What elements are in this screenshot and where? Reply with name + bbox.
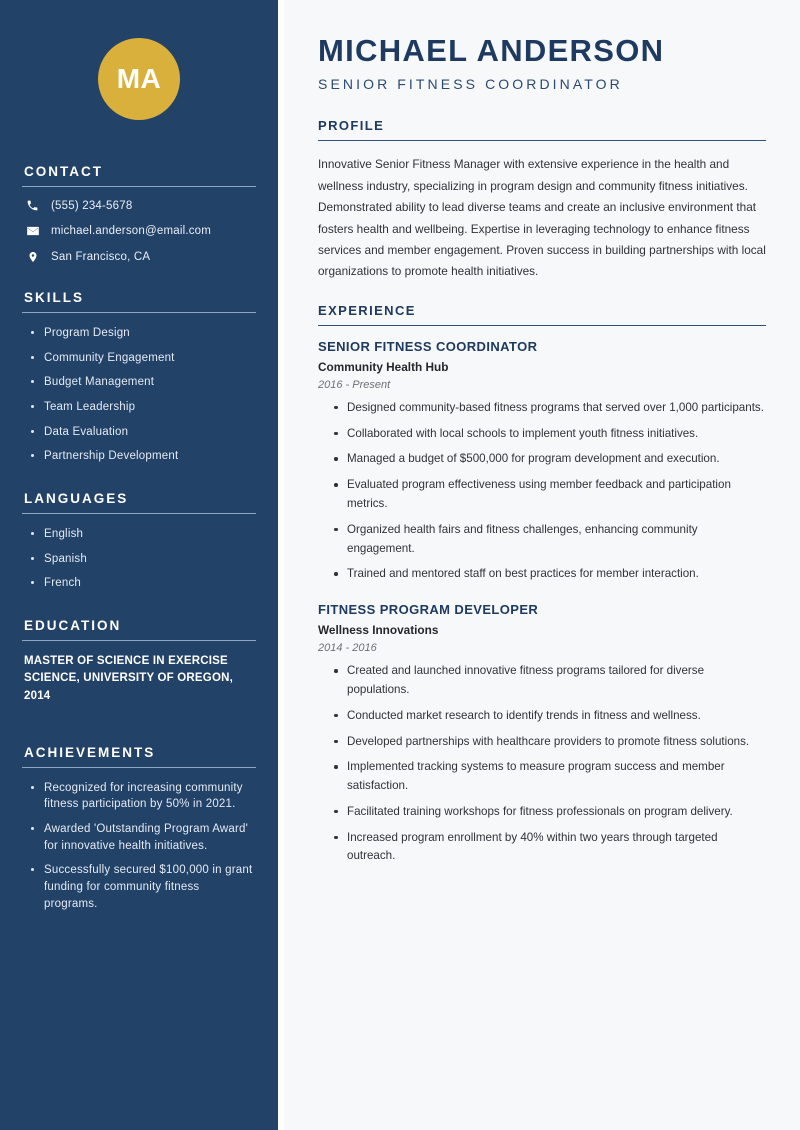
- experience-entry: [318, 339, 766, 584]
- achievements-heading: ACHIEVEMENTS: [24, 744, 156, 760]
- sidebar: [0, 0, 278, 1130]
- contact-phone-value: (555) 234-5678: [51, 199, 133, 212]
- contact-email-value: michael.anderson@email.com: [51, 225, 212, 237]
- education-entry: MASTER OF SCIENCE IN EXERCISE SCIENCE, UNIVERSITY OF OREGON, 2014: [24, 655, 233, 702]
- achievements-list: [22, 780, 256, 913]
- languages-list: [22, 526, 256, 592]
- avatar: MA: [98, 38, 180, 120]
- list-item: Designed community-based fitness programs that served over 1,000 participants.: [332, 399, 766, 418]
- list-item: Evaluated program effectiveness using member feedback and participation metrics.: [332, 476, 766, 514]
- achievements-divider: [22, 767, 256, 768]
- list-item: Facilitated training workshops for fitness professionals on program delivery.: [332, 803, 766, 822]
- list-item: French: [30, 575, 256, 592]
- education-heading: EDUCATION: [24, 618, 122, 634]
- list-item: Team Leadership: [30, 399, 256, 416]
- education-section: [22, 618, 256, 719]
- phone-icon: [24, 199, 41, 212]
- experience-role: SENIOR FITNESS COORDINATOR: [318, 338, 538, 354]
- experience-company: Community Health Hub: [318, 359, 449, 374]
- list-item: Developed partnerships with healthcare providers to promote fitness solutions.: [332, 733, 766, 752]
- list-item: Partnership Development: [30, 448, 256, 465]
- main-content: [284, 0, 800, 1130]
- list-item: Data Evaluation: [30, 424, 256, 441]
- contact-heading: CONTACT: [24, 164, 103, 179]
- contact-item-phone[interactable]: [22, 199, 256, 212]
- avatar-container: [22, 0, 256, 164]
- experience-company: Wellness Innovations: [318, 623, 439, 638]
- list-item: Successfully secured $100,000 in grant funding for community fitness programs.: [30, 862, 256, 912]
- list-item: Program Design: [30, 325, 256, 342]
- experience-bullet-list: [318, 662, 766, 866]
- languages-section: [22, 491, 256, 592]
- experience-section: [318, 303, 766, 866]
- list-item: Community Engagement: [30, 350, 256, 367]
- education-divider: [22, 640, 256, 641]
- experience-dates: 2014 - 2016: [318, 642, 377, 655]
- profile-section: [318, 118, 766, 283]
- experience-entry: [318, 602, 766, 866]
- list-item: Managed a budget of $500,000 for program development and execution.: [332, 450, 766, 469]
- contact-divider: [22, 186, 256, 187]
- profile-divider: [318, 140, 766, 141]
- contact-item-location[interactable]: [22, 250, 256, 264]
- list-item: Recognized for increasing community fitness participation by 50% in 2021.: [30, 780, 256, 813]
- list-item: Spanish: [30, 551, 256, 568]
- skills-divider: [22, 312, 256, 313]
- list-item: English: [30, 526, 256, 543]
- list-item: Increased program enrollment by 40% within two years through targeted outreach.: [332, 829, 766, 867]
- list-item: Trained and mentored staff on best practices for member interaction.: [332, 565, 766, 584]
- list-item: Created and launched innovative fitness programs tailored for diverse populations.: [332, 662, 766, 700]
- profile-heading: PROFILE: [318, 118, 385, 134]
- list-item: Awarded 'Outstanding Program Award' for innovative health initiatives.: [30, 821, 256, 854]
- contact-location-value: San Francisco, CA: [51, 251, 151, 263]
- skills-section: [22, 290, 256, 465]
- contact-item-email[interactable]: [22, 224, 256, 238]
- list-item: Collaborated with local schools to implement youth fitness initiatives.: [332, 425, 766, 444]
- page-title: MICHAEL ANDERSON: [318, 33, 665, 68]
- list-item: Organized health fairs and fitness challenges, enhancing community engagement.: [332, 521, 766, 559]
- list-item: Budget Management: [30, 374, 256, 391]
- map-pin-icon: [24, 250, 41, 264]
- envelope-icon: [24, 224, 41, 238]
- experience-bullet-list: [318, 399, 766, 584]
- job-title-subtitle: SENIOR FITNESS COORDINATOR: [318, 76, 623, 93]
- experience-divider: [318, 325, 766, 326]
- spacer: [22, 705, 256, 719]
- profile-text: Innovative Senior Fitness Manager with extensive experience in the health and wellness industry, specializing in program design and community fitness initiatives. Demonstrated ability to lead diverse teams and create an inclusive environment that fosters health and wellbeing. Expertise in leveraging technology to enhance fitness services and member engagement. Proven success in building partnerships with local organizations to promote health initiatives.: [318, 157, 766, 279]
- achievements-section: [22, 745, 256, 913]
- experience-heading: EXPERIENCE: [318, 302, 416, 318]
- list-item: Conducted market research to identify trends in fitness and wellness.: [332, 707, 766, 726]
- skills-list: [22, 325, 256, 465]
- experience-dates: 2016 - Present: [318, 378, 391, 391]
- languages-divider: [22, 513, 256, 514]
- skills-heading: SKILLS: [24, 290, 85, 305]
- contact-section: [22, 164, 256, 264]
- list-item: Implemented tracking systems to measure program success and member satisfaction.: [332, 758, 766, 796]
- languages-heading: LANGUAGES: [24, 491, 129, 507]
- experience-role: FITNESS PROGRAM DEVELOPER: [318, 602, 539, 618]
